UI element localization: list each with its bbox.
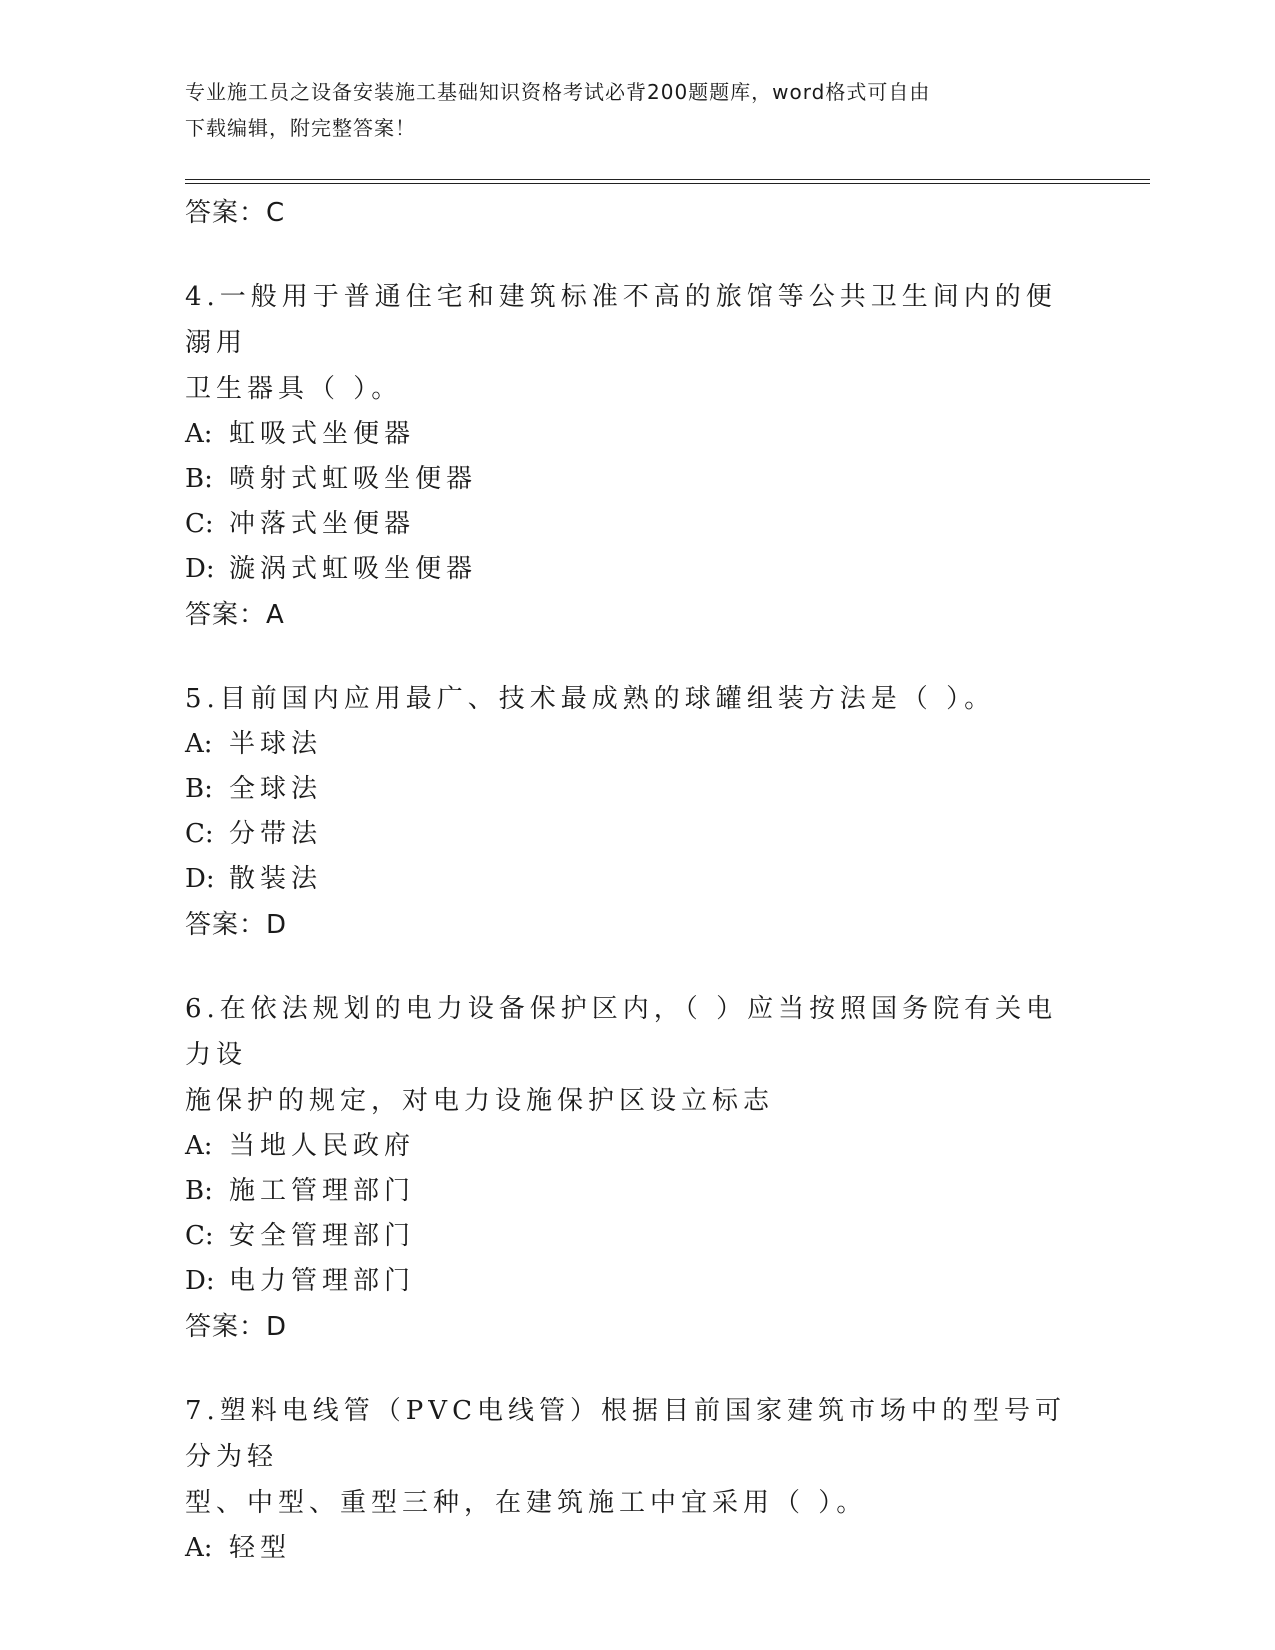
question-text [185, 274, 1085, 412]
document-header [185, 74, 1085, 146]
question-list [185, 190, 1085, 1571]
option-key: A: [185, 729, 213, 759]
question-text [185, 1388, 1085, 1526]
question-line: 卫生器具（ ）。 [185, 374, 403, 404]
question-item [185, 274, 1085, 638]
option-key: A: [185, 419, 213, 449]
answer-line: 答案：D [185, 910, 288, 940]
option-text: 冲落式坐便器 [229, 509, 416, 539]
option-a [185, 412, 1085, 457]
option-a [185, 722, 1085, 767]
option-text: 全球法 [229, 774, 323, 804]
answer-line: 答案：A [185, 600, 285, 630]
option-key: D: [185, 554, 215, 584]
question-line: 施保护的规定，对电力设施保护区设立标志 [185, 1086, 775, 1116]
answer-line: 答案：C [185, 198, 286, 228]
option-c [185, 1214, 1085, 1259]
option-key: B: [185, 774, 213, 804]
answer-line: 答案：D [185, 1312, 288, 1342]
question-line: 7.塑料电线管（PVC电线管）根据目前国家建筑市场中的型号可分为轻 [185, 1396, 1066, 1472]
option-key: B: [185, 1176, 213, 1206]
option-text: 半球法 [229, 729, 323, 759]
option-text: 轻型 [229, 1533, 292, 1563]
option-b [185, 1169, 1085, 1214]
question-line: 4.一般用于普通住宅和建筑标准不高的旅馆等公共卫生间内的便溺用 [185, 282, 1057, 358]
header-line-1: 专业施工员之设备安装施工基础知识资格考试必背200题题库，word格式可自由 [185, 80, 931, 104]
option-key: C: [185, 1221, 214, 1251]
option-key: A: [185, 1533, 213, 1563]
option-key: C: [185, 819, 214, 849]
option-key: D: [185, 864, 215, 894]
question-text [185, 676, 1085, 722]
question-line: 5.目前国内应用最广、技术最成熟的球罐组装方法是（ ）。 [185, 684, 996, 714]
question-text [185, 986, 1085, 1124]
option-key: B: [185, 464, 213, 494]
header-divider [185, 179, 1150, 180]
option-key: A: [185, 1131, 213, 1161]
question-item [185, 676, 1085, 948]
option-text: 虹吸式坐便器 [229, 419, 416, 449]
option-b [185, 767, 1085, 812]
question-line: 型、中型、重型三种，在建筑施工中宜采用（ ）。 [185, 1488, 868, 1518]
question-line: 6.在依法规划的电力设备保护区内，（ ）应当按照国务院有关电力设 [185, 994, 1058, 1070]
question-item [185, 1388, 1085, 1571]
option-text: 喷射式虹吸坐便器 [229, 464, 478, 494]
option-a [185, 1124, 1085, 1169]
option-c [185, 812, 1085, 857]
option-text: 散装法 [229, 864, 323, 894]
header-line-2: 下载编辑，附完整答案！ [185, 116, 416, 140]
option-a [185, 1526, 1085, 1571]
option-key: C: [185, 509, 214, 539]
option-c [185, 502, 1085, 547]
option-text: 分带法 [229, 819, 323, 849]
option-key: D: [185, 1266, 215, 1296]
option-text: 电力管理部门 [229, 1266, 416, 1296]
option-d [185, 1259, 1085, 1304]
option-text: 施工管理部门 [229, 1176, 416, 1206]
option-text: 当地人民政府 [229, 1131, 416, 1161]
option-d [185, 547, 1085, 592]
question-item [185, 986, 1085, 1350]
header-divider-second [185, 183, 1150, 184]
option-text: 安全管理部门 [229, 1221, 416, 1251]
option-b [185, 457, 1085, 502]
option-text: 漩涡式虹吸坐便器 [229, 554, 478, 584]
option-d [185, 857, 1085, 902]
